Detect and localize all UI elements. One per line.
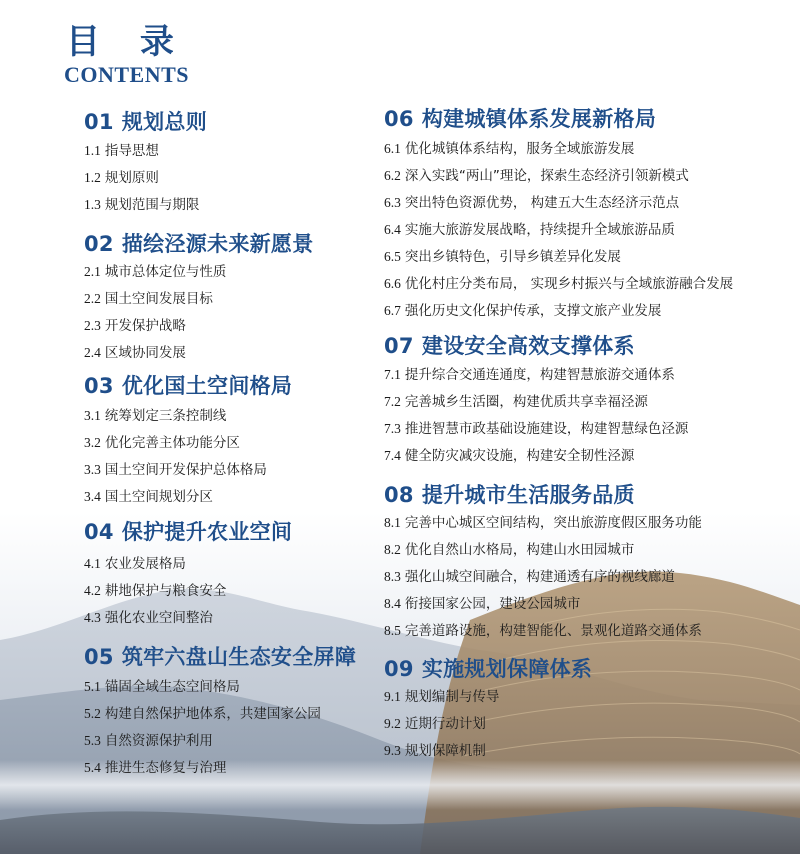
toc-item-2-3[interactable]: [84, 317, 186, 335]
toc-item-6-6[interactable]: [384, 275, 733, 293]
toc-item-2-4[interactable]: [84, 344, 186, 362]
toc-item-4-2[interactable]: [84, 582, 226, 600]
contents-title-block: [64, 20, 189, 88]
item-number: 2.4: [84, 345, 101, 360]
item-number: 7.4: [384, 448, 401, 463]
toc-item-8-5[interactable]: [384, 622, 702, 640]
item-text: 开发保护战略: [104, 318, 186, 334]
item-number: 2.3: [84, 318, 101, 333]
toc-item-7-4[interactable]: [384, 447, 634, 465]
item-number: 8.4: [384, 596, 401, 611]
item-number: 6.3: [384, 195, 401, 210]
section-heading-02[interactable]: [84, 230, 314, 258]
section-number: 02: [84, 232, 114, 256]
toc-item-6-2[interactable]: [384, 167, 689, 185]
toc-item-6-7[interactable]: [384, 302, 661, 320]
item-text: 完善城乡生活圈，构建优质共享幸福泾源: [404, 394, 648, 410]
toc-item-7-1[interactable]: [384, 366, 675, 384]
item-text: 提升综合交通连通度，构建智慧旅游交通体系: [404, 367, 675, 383]
item-text: 近期行动计划: [404, 716, 486, 732]
item-number: 8.5: [384, 623, 401, 638]
item-text: 推进智慧市政基础设施建设，构建智慧绿色泾源: [404, 421, 689, 437]
item-number: 7.3: [384, 421, 401, 436]
toc-item-6-5[interactable]: [384, 248, 621, 266]
item-text: 衔接国家公园，建设公园城市: [404, 596, 581, 612]
toc-item-2-2[interactable]: [84, 290, 213, 308]
item-text: 突出乡镇特色，引导乡镇差异化发展: [404, 249, 621, 265]
toc-item-1-2[interactable]: [84, 169, 159, 187]
item-text: 区域协同发展: [104, 345, 186, 361]
item-number: 7.1: [384, 367, 401, 382]
item-text: 深入实践“两山”理论，探索生态经济引领新模式: [404, 168, 689, 184]
item-number: 6.6: [384, 276, 401, 291]
item-number: 6.5: [384, 249, 401, 264]
item-number: 4.2: [84, 583, 101, 598]
item-text: 优化完善主体功能分区: [104, 435, 240, 451]
section-number: 08: [384, 483, 414, 507]
item-text: 强化历史文化保护传承，支撑文旅产业发展: [404, 303, 662, 319]
section-title: 描绘泾源未来新愿景: [121, 232, 314, 256]
toc-item-8-3[interactable]: [384, 568, 675, 586]
section-title: 建设安全高效支撑体系: [421, 334, 635, 358]
item-number: 6.2: [384, 168, 401, 183]
item-text: 完善中心城区空间结构，突出旅游度假区服务功能: [404, 515, 702, 531]
toc-item-7-2[interactable]: [384, 393, 648, 411]
toc-item-3-3[interactable]: [84, 461, 267, 479]
section-heading-06[interactable]: [384, 105, 656, 133]
toc-item-1-1[interactable]: [84, 142, 159, 160]
item-text: 国土空间开发保护总体格局: [104, 462, 267, 478]
item-number: 3.1: [84, 408, 101, 423]
item-text: 健全防灾减灾设施，构建安全韧性泾源: [404, 448, 635, 464]
item-text: 构建自然保护地体系，共建国家公园: [104, 706, 321, 722]
item-number: 5.2: [84, 706, 101, 721]
toc-item-2-1[interactable]: [84, 263, 226, 281]
item-number: 4.3: [84, 610, 101, 625]
section-heading-04[interactable]: [84, 518, 292, 546]
toc-item-6-3[interactable]: [384, 194, 679, 212]
item-text: 统筹划定三条控制线: [104, 408, 227, 424]
toc-item-7-3[interactable]: [384, 420, 688, 438]
item-number: 4.1: [84, 556, 101, 571]
item-number: 8.2: [384, 542, 401, 557]
item-text: 优化村庄分类布局， 实现乡村振兴与全域旅游融合发展: [404, 276, 734, 292]
toc-item-6-1[interactable]: [384, 140, 634, 158]
item-text: 优化自然山水格局，构建山水田园城市: [404, 542, 635, 558]
section-heading-03[interactable]: [84, 372, 292, 400]
item-number: 5.1: [84, 679, 101, 694]
section-number: 01: [84, 110, 114, 134]
item-text: 规划保障机制: [404, 743, 486, 759]
section-heading-01[interactable]: [84, 108, 207, 136]
toc-item-4-3[interactable]: [84, 609, 213, 627]
toc-item-8-4[interactable]: [384, 595, 580, 613]
item-text: 规划范围与期限: [104, 197, 200, 213]
toc-item-9-1[interactable]: [384, 688, 499, 706]
section-number: 03: [84, 374, 114, 398]
page-title: 目 录: [66, 22, 188, 62]
item-number: 5.3: [84, 733, 101, 748]
toc-item-5-2[interactable]: [84, 705, 321, 723]
section-heading-05[interactable]: [84, 643, 356, 671]
item-text: 突出特色资源优势， 构建五大生态经济示范点: [404, 195, 680, 211]
toc-item-8-1[interactable]: [384, 514, 702, 532]
section-title: 优化国土空间格局: [121, 374, 293, 398]
toc-item-1-3[interactable]: [84, 196, 199, 214]
item-number: 2.2: [84, 291, 101, 306]
item-number: 6.7: [384, 303, 401, 318]
item-number: 1.2: [84, 170, 101, 185]
item-text: 规划编制与传导: [404, 689, 500, 705]
section-number: 09: [384, 657, 414, 681]
section-number: 06: [384, 107, 414, 131]
item-number: 6.4: [384, 222, 401, 237]
toc-item-3-4[interactable]: [84, 488, 213, 506]
item-text: 农业发展格局: [104, 556, 186, 572]
item-number: 1.1: [84, 143, 101, 158]
section-title: 构建城镇体系发展新格局: [421, 107, 657, 131]
item-text: 强化山城空间融合，构建通透有序的视线廊道: [404, 569, 675, 585]
item-text: 城市总体定位与性质: [104, 264, 227, 280]
toc-item-8-2[interactable]: [384, 541, 634, 559]
section-heading-09[interactable]: [384, 655, 592, 683]
toc-item-5-4[interactable]: [84, 759, 226, 777]
section-number: 07: [384, 334, 414, 358]
toc-item-4-1[interactable]: [84, 555, 186, 573]
item-number: 8.3: [384, 569, 401, 584]
toc-item-9-2[interactable]: [384, 715, 486, 733]
item-number: 8.1: [384, 515, 401, 530]
item-number: 3.4: [84, 489, 101, 504]
item-text: 锚固全域生态空间格局: [104, 679, 240, 695]
item-number: 9.3: [384, 743, 401, 758]
item-number: 9.2: [384, 716, 401, 731]
section-title: 提升城市生活服务品质: [421, 483, 635, 507]
section-number: 04: [84, 520, 114, 544]
item-text: 国土空间发展目标: [104, 291, 213, 307]
section-title: 保护提升农业空间: [121, 520, 293, 544]
item-text: 强化农业空间整治: [104, 610, 213, 626]
item-text: 耕地保护与粮食安全: [104, 583, 227, 599]
item-number: 1.3: [84, 197, 101, 212]
item-number: 9.1: [384, 689, 401, 704]
item-text: 指导思想: [104, 143, 159, 159]
item-number: 6.1: [384, 141, 401, 156]
item-text: 国土空间规划分区: [104, 489, 213, 505]
item-text: 优化城镇体系结构，服务全域旅游发展: [404, 141, 635, 157]
page-subtitle: CONTENTS: [64, 62, 190, 87]
toc-item-6-4[interactable]: [384, 221, 675, 239]
item-text: 规划原则: [104, 170, 159, 186]
section-title: 筑牢六盘山生态安全屏障: [121, 645, 357, 669]
toc-item-5-3[interactable]: [84, 732, 213, 750]
toc-item-9-3[interactable]: [384, 742, 486, 760]
item-text: 完善道路设施，构建智能化、景观化道路交通体系: [404, 623, 702, 639]
item-number: 7.2: [384, 394, 401, 409]
item-number: 3.3: [84, 462, 101, 477]
section-number: 05: [84, 645, 114, 669]
item-text: 实施大旅游发展战略，持续提升全域旅游品质: [404, 222, 675, 238]
item-text: 推进生态修复与治理: [104, 760, 227, 776]
toc-item-5-1[interactable]: [84, 678, 240, 696]
item-number: 2.1: [84, 264, 101, 279]
item-number: 5.4: [84, 760, 101, 775]
item-text: 自然资源保护利用: [104, 733, 213, 749]
section-title: 实施规划保障体系: [421, 657, 593, 681]
toc-item-3-1[interactable]: [84, 407, 226, 425]
toc-item-3-2[interactable]: [84, 434, 240, 452]
section-heading-08[interactable]: [384, 481, 635, 509]
item-number: 3.2: [84, 435, 101, 450]
section-heading-07[interactable]: [384, 332, 635, 360]
section-title: 规划总则: [121, 110, 208, 134]
